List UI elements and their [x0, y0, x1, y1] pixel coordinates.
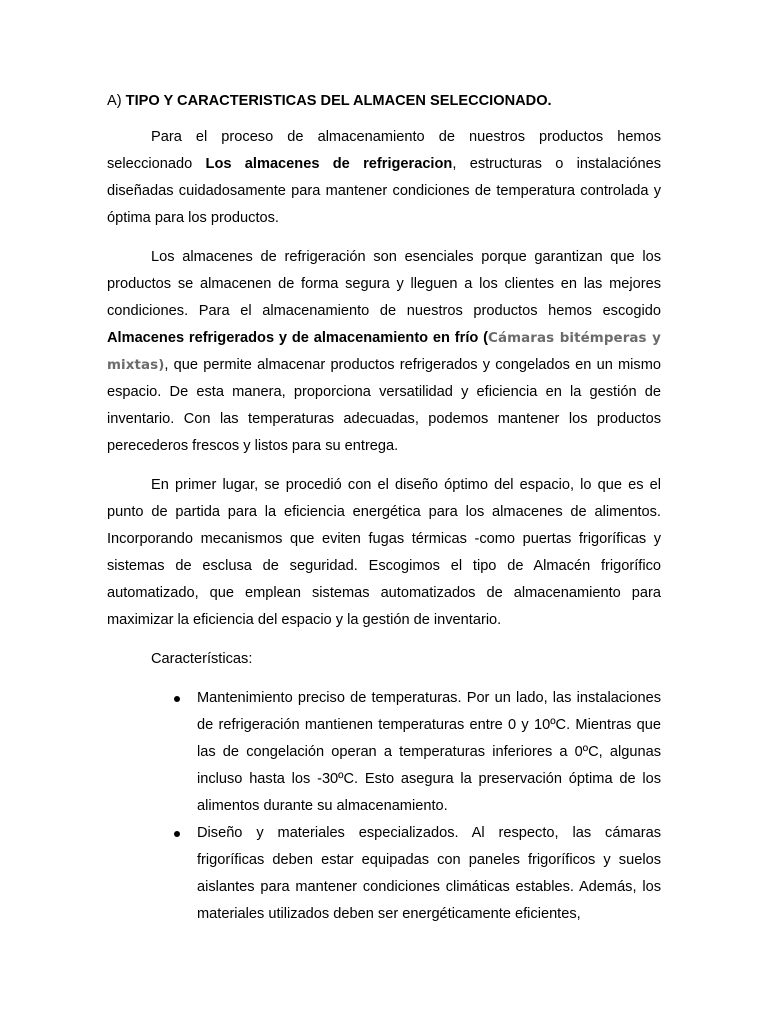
paragraph-storage-grey: Cámaras bitémperas y mixtas)	[107, 331, 661, 373]
paragraph-intro-bold: Los almacenes de refrigeracion	[205, 156, 453, 172]
list-item-text: Diseño y materiales especializados. Al respecto, las cámaras frigoríficas deben estar equipadas con paneles frigoríficos y suelos aislantes para mantener condiciones climáticas estables. Además, los materiales utilizados deben ser energéticamente eficientes,	[197, 825, 661, 922]
section-prefix: A)	[107, 93, 122, 109]
paragraph-design	[107, 472, 661, 634]
paragraph-storage-text-1: Los almacenes de refrigeración son esenciales porque garantizan que los productos se almacenen de forma segura y lleguen a los clientes en las mejores condiciones. Para el almacenamiento de nuestros productos hemos escogido	[107, 249, 661, 319]
bullet-icon	[174, 696, 180, 702]
paragraph-storage-bold: Almacenes refrigerados y de almacenamiento en frío (	[107, 330, 489, 346]
list-item	[197, 685, 661, 820]
section-heading	[107, 88, 661, 115]
bullet-icon	[174, 831, 180, 837]
features-label: Características:	[151, 651, 253, 667]
list-item-text: Mantenimiento preciso de temperaturas. Por un lado, las instalaciones de refrigeración mantienen temperaturas entre 0 y 10ºC. Mientras que las de congelación operan a temperaturas inferiores a 0ºC, algunas incluso hasta los -30ºC. Esto asegura la preservación óptima de los alimentos durante su almacenamiento.	[197, 690, 661, 814]
section-title: TIPO Y CARACTERISTICAS DEL ALMACEN SELECCIONADO.	[125, 93, 552, 109]
document-page	[107, 88, 661, 928]
features-list	[107, 685, 661, 928]
paragraph-storage-type	[107, 244, 661, 460]
paragraph-intro	[107, 124, 661, 232]
paragraph-intro-text-2: , estructuras o instalaciónes diseñadas cuidadosamente para mantener condiciones de temperatura controlada y óptima para los productos.	[107, 156, 662, 226]
paragraph-intro-text-1: Para el proceso de almacenamiento de nuestros productos hemos seleccionado	[107, 129, 661, 172]
list-item	[197, 820, 661, 928]
paragraph-storage-text-2: , que permite almacenar productos refrigerados y congelados en un mismo espacio. De esta manera, proporciona versatilidad y eficiencia en la gestión de inventario. Con las temperaturas adecuadas, podemos mantener los productos perecederos frescos y listos para su entrega.	[107, 357, 661, 454]
paragraph-design-text: En primer lugar, se procedió con el diseño óptimo del espacio, lo que es el punto de partida para la eficiencia energética para los almacenes de alimentos. Incorporando mecanismos que eviten fugas térmicas -como puertas frigoríficas y sistemas de esclusa de seguridad. Escogimos el tipo de Almacén frigorífico automatizado, que emplean sistemas automatizados de almacenamiento para maximizar la eficiencia del espacio y la gestión de inventario.	[107, 477, 661, 628]
